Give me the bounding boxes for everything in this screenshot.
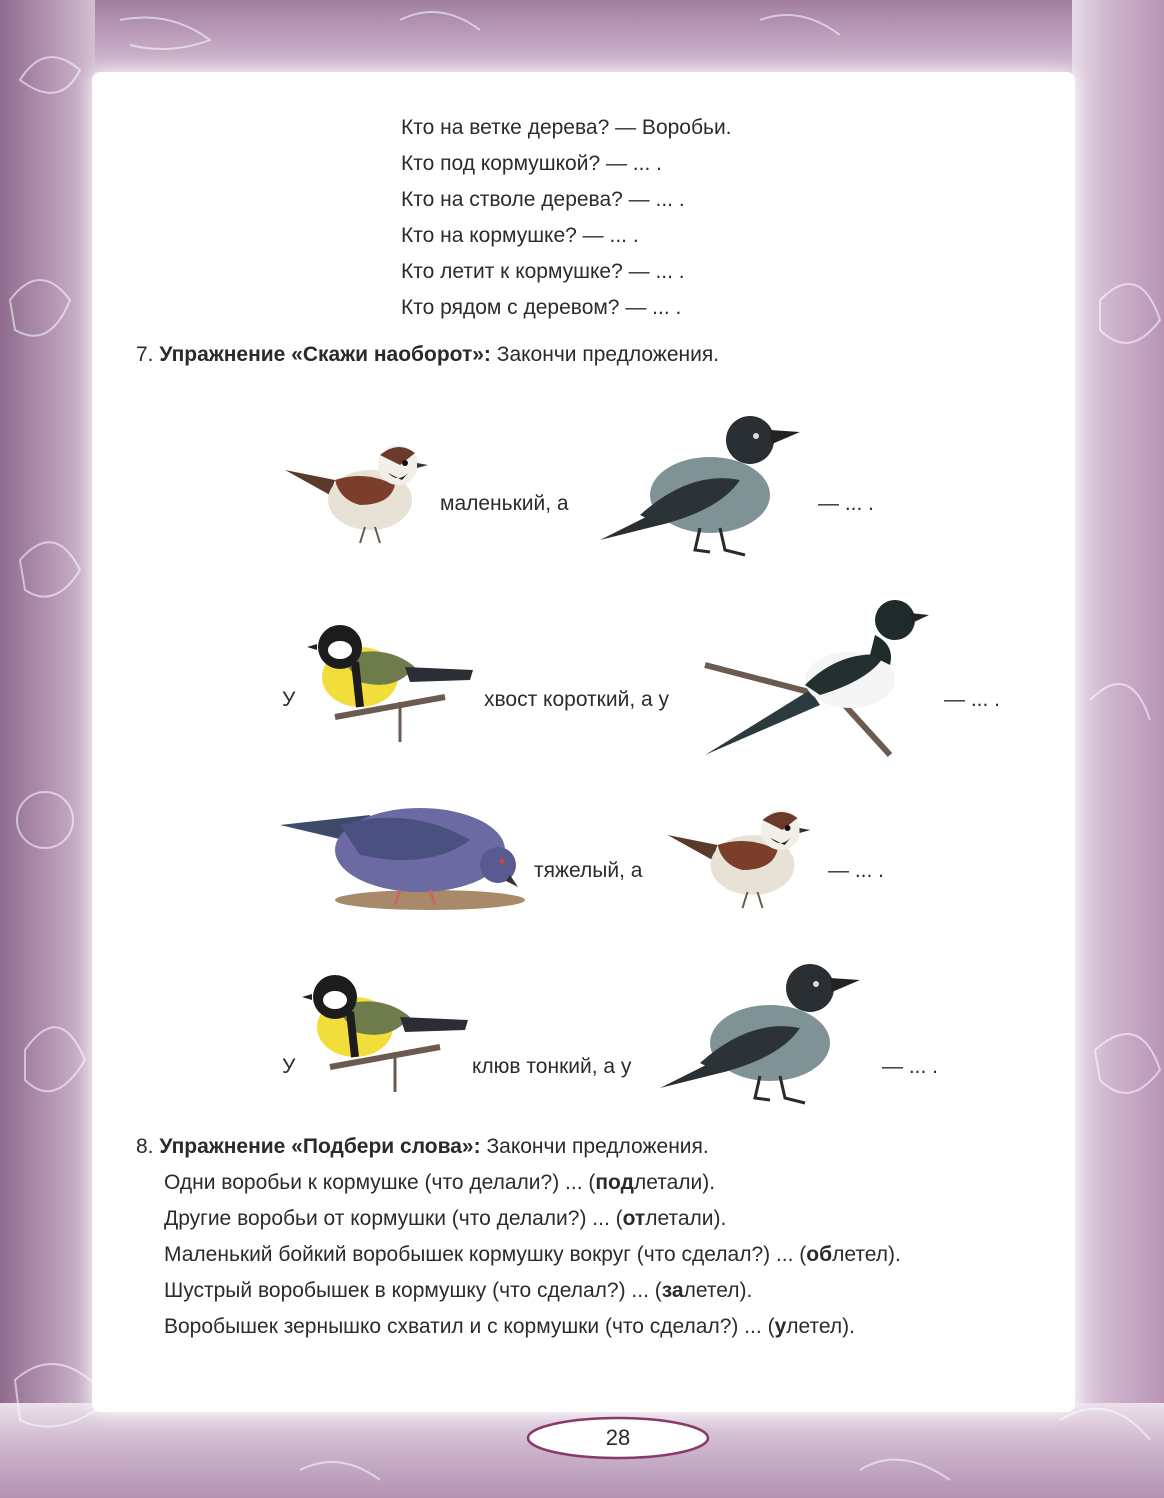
answer-line: Маленький бойкий воробышек кормушку вокруг (что сделал?) ... (облетел). [164,1243,901,1266]
exercise-7-heading [136,342,719,368]
question-line: Кто на кормушке? — ... . [401,224,639,247]
sparrow-illustration [660,800,815,910]
pair-2-dash: — ... . [944,688,1001,711]
exercise-8-heading [136,1134,709,1160]
question-line: Кто на ветке дерева? — Воробьи. [401,116,732,139]
exercise-instruction: Закончи предложения. [496,343,720,366]
pair-4-prefix: У [282,1055,296,1078]
pair-2-text: хвост короткий, а у [484,688,670,711]
tit-illustration [300,972,470,1097]
pair-3-dash: — ... . [828,859,885,882]
question-line: Кто летит к кормушке? — ... . [401,260,685,283]
pair-1-text: маленький, а [440,492,569,515]
sparrow-illustration [280,435,430,545]
answer-line: Другие воробьи от кормушки (что делали?) ... (отлетали). [164,1207,727,1230]
pigeon-illustration [280,795,525,915]
answer-line: Одни воробьи к кормушке (что делали?) ... (подлетали). [164,1171,716,1194]
page-number: 28 [605,1425,631,1450]
exercise-number: 7. [136,343,154,366]
pair-3-text: тяжелый, а [534,859,643,882]
crow-illustration [660,958,865,1108]
page-number-badge [526,1416,710,1460]
answer-line: Шустрый воробышек в кормушку (что сделал?) ... (залетел). [164,1279,753,1302]
question-line: Кто рядом с деревом? — ... . [401,296,682,319]
tit-illustration [305,622,475,747]
exercise-title: Упражнение «Подбери слова»: [159,1135,481,1158]
pair-4-text: клюв тонкий, а у [472,1055,632,1078]
exercise-number: 8. [136,1135,154,1158]
pair-2-prefix: У [282,688,296,711]
magpie-illustration [700,595,930,765]
question-line: Кто под кормушкой? — ... . [401,152,662,175]
exercise-instruction: Закончи предложения. [486,1135,709,1158]
pair-4-dash: — ... . [882,1055,939,1078]
answer-line: Воробышек зернышко схватил и с кормушки (что сделал?) ... (улетел). [164,1315,855,1338]
crow-illustration [600,410,805,560]
question-line: Кто на стволе дерева? — ... . [401,188,685,211]
exercise-title: Упражнение «Скажи наоборот»: [159,343,491,366]
pair-1-dash: — ... . [818,492,875,515]
